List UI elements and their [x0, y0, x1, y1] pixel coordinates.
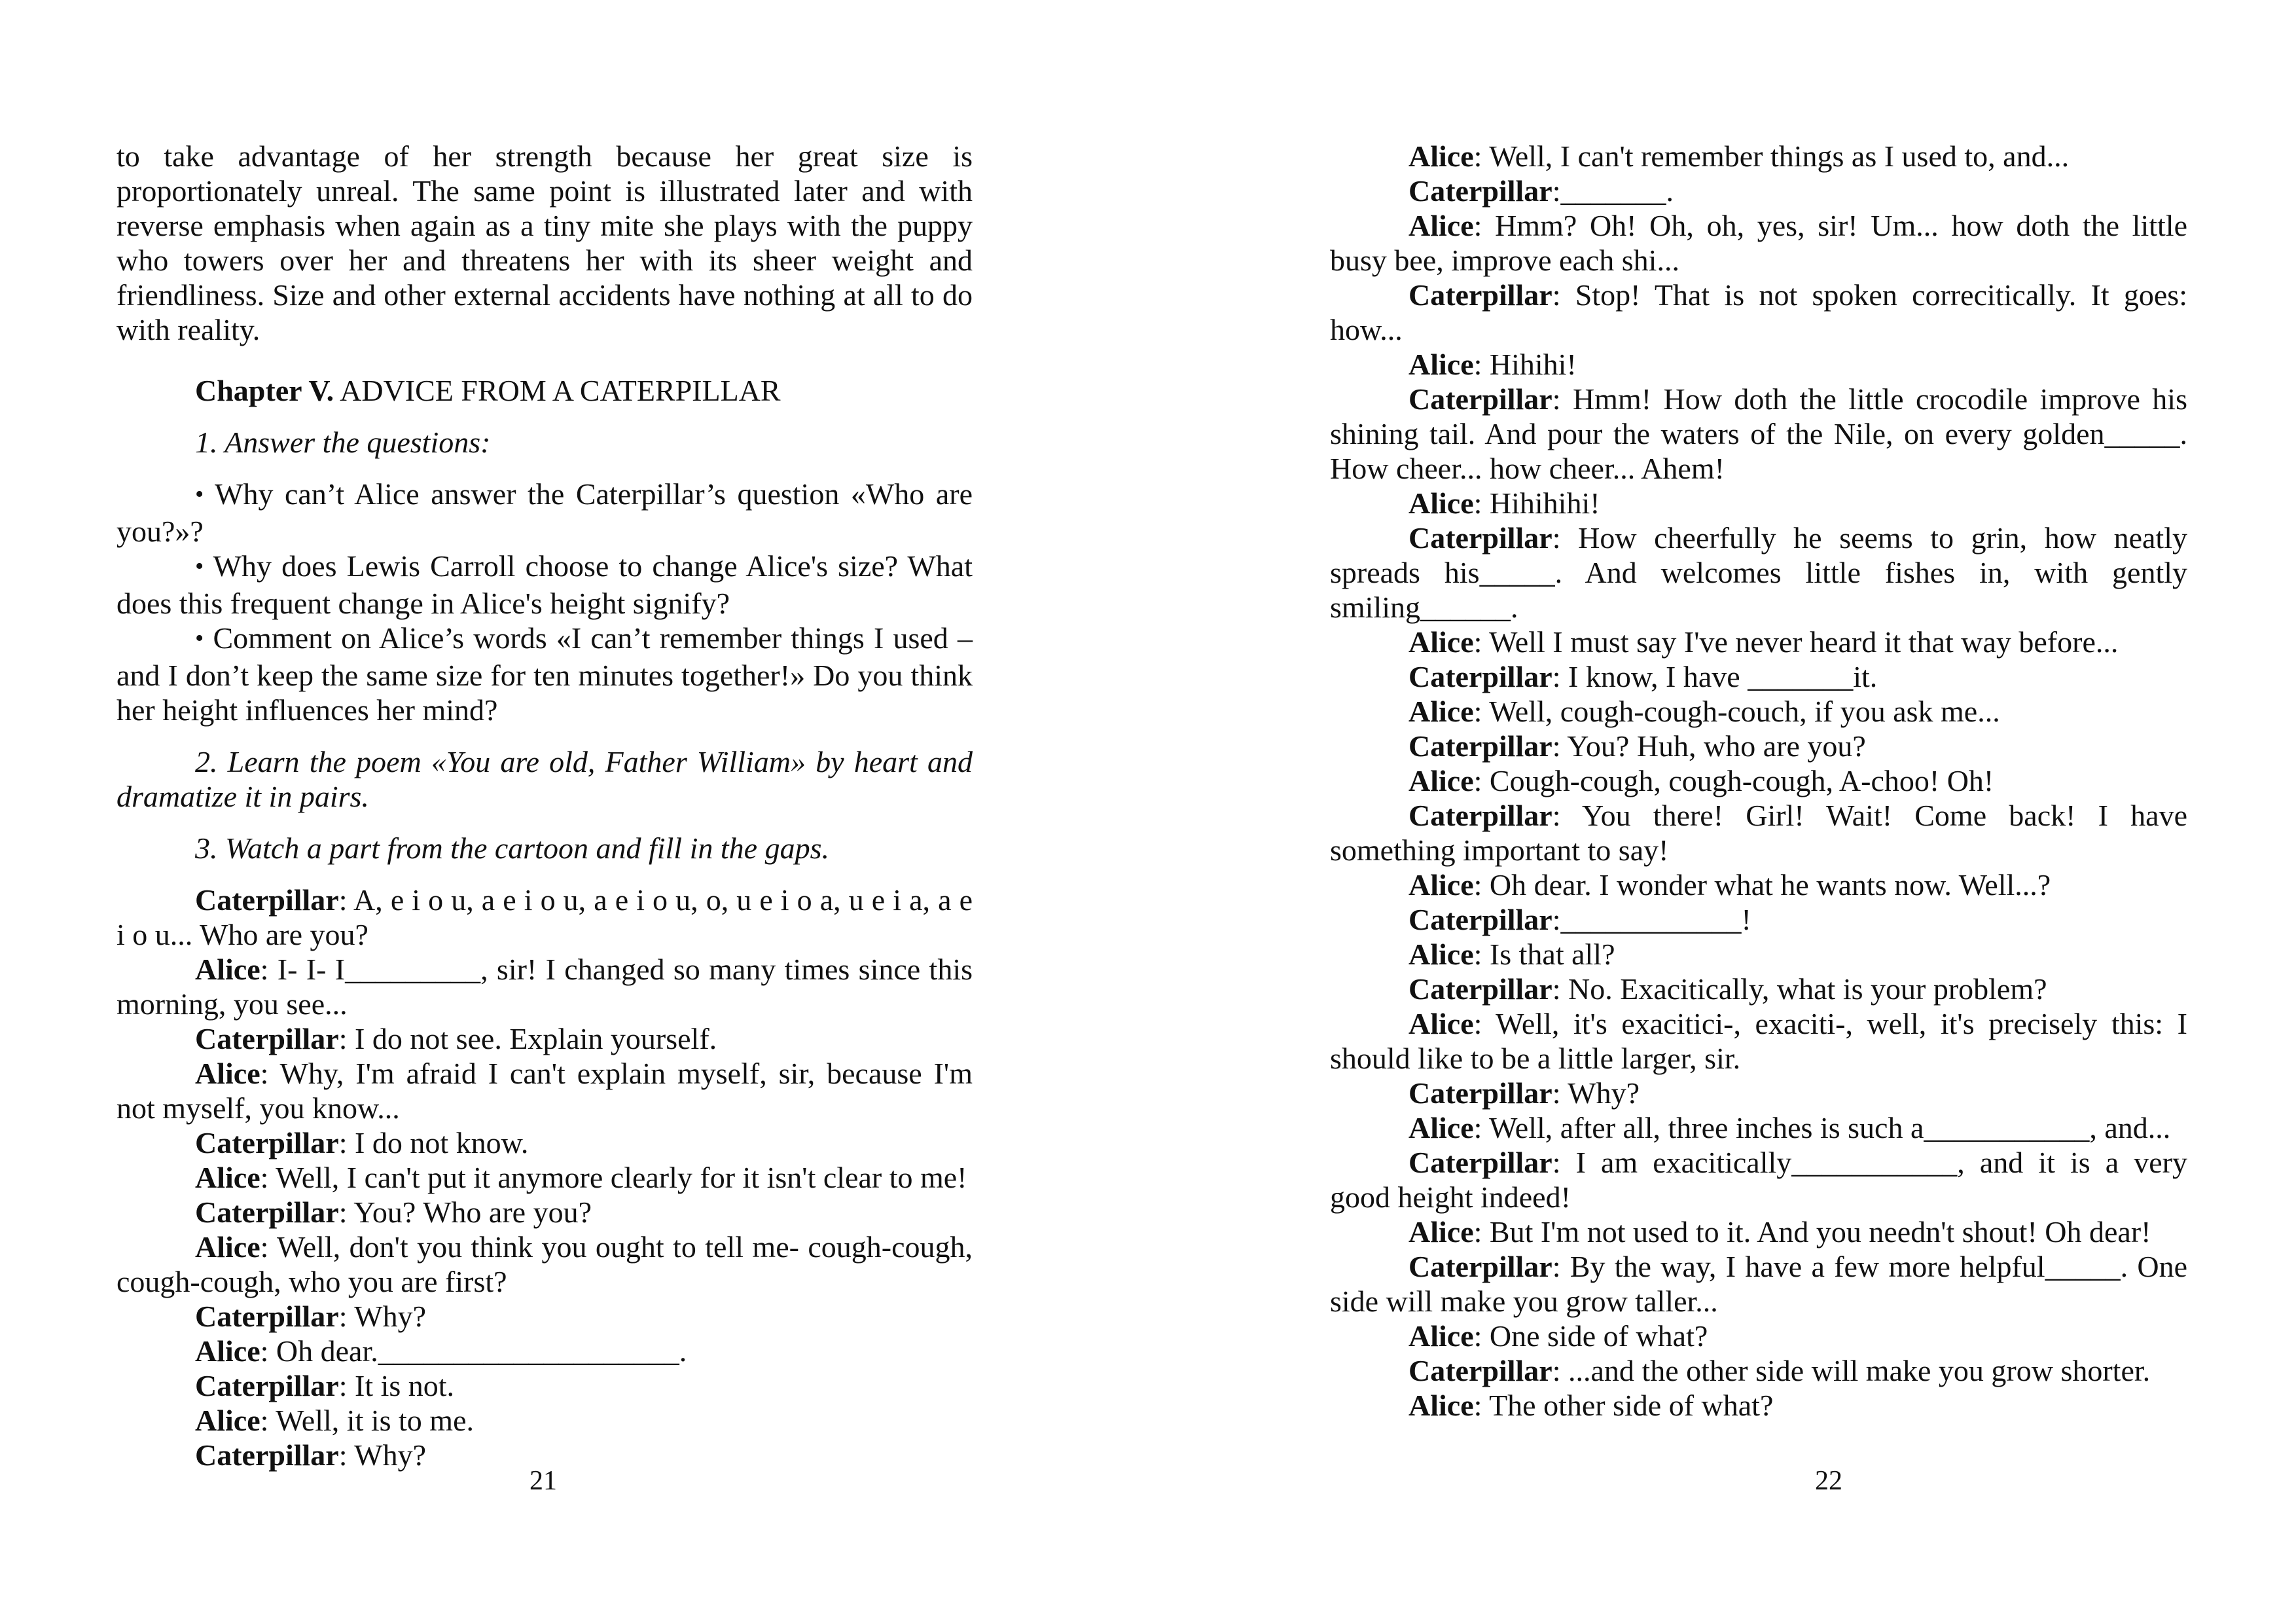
dialogue-line: [1330, 902, 2187, 937]
speaker-name: Alice: [1408, 486, 1474, 520]
dialogue-text-after: . How cheer... how cheer... Ahem!: [1330, 417, 2187, 485]
fill-in-blank: ______: [1420, 591, 1511, 624]
dialogue-text-after: .: [1511, 591, 1518, 624]
question-item: [117, 549, 973, 621]
dialogue-line: [1330, 1388, 2187, 1423]
speaker-name: Alice: [1408, 1389, 1474, 1422]
dialogue-text: : Hihihihi!: [1473, 486, 1600, 520]
dialogue-text: : Is that all?: [1473, 938, 1615, 971]
dialogue-text: : By the way, I have a few more helpful: [1552, 1250, 2045, 1283]
dialogue-text-after: , and...: [2089, 1111, 2171, 1144]
dialogue-text: : Well, it's exacitici-, exaciti-, well, it's precisely this: I should like to be a little larger, sir.: [1330, 1007, 2187, 1075]
dialogue-text: : I do not see. Explain yourself.: [338, 1022, 717, 1055]
dialogue-text: : One side of what?: [1473, 1319, 1708, 1353]
dialogue-text: : No. Exacitically, what is your problem?: [1552, 972, 2047, 1006]
dialogue-right: [1330, 139, 2187, 1423]
dialogue-text: : Why?: [338, 1300, 427, 1333]
dialogue-line: [117, 883, 973, 952]
dialogue-line: [117, 1021, 973, 1056]
dialogue-text: : Well, I can't put it anymore clearly for it isn't clear to me!: [260, 1161, 967, 1194]
speaker-name: Alice: [195, 1057, 260, 1090]
dialogue-line: [117, 1125, 973, 1160]
dialogue-line: [1330, 1319, 2187, 1353]
speaker-name: Caterpillar: [195, 1126, 339, 1159]
dialogue-line: [117, 1056, 973, 1125]
dialogue-line: [1330, 729, 2187, 763]
dialogue-line: [1330, 208, 2187, 278]
speaker-name: Alice: [1408, 139, 1474, 173]
dialogue-line: [1330, 173, 2187, 208]
fill-in-blank: ____________________: [378, 1334, 679, 1368]
dialogue-line: [117, 1160, 973, 1195]
speaker-name: Caterpillar: [1408, 972, 1552, 1006]
dialogue-text-after: . And welcomes little fishes in, with gently smiling: [1330, 556, 2187, 624]
task-2: 2. Learn the poem «You are old, Father William» by heart and dramatize it in pairs.: [117, 745, 973, 813]
task-3: 3. Watch a part from the cartoon and fill in the gaps.: [195, 831, 829, 865]
dialogue-text: : But I'm not used to it. And you needn't shout! Oh dear!: [1473, 1215, 2151, 1249]
speaker-name: Alice: [1408, 1319, 1474, 1353]
fill-in-blank: _______: [1560, 174, 1666, 208]
dialogue-line: [1330, 694, 2187, 729]
dialogue-text: : I know, I have: [1552, 660, 1748, 693]
dialogue-line: [117, 1299, 973, 1334]
dialogue-line: [1330, 1076, 2187, 1110]
dialogue-line: [1330, 486, 2187, 520]
dialogue-line: [1330, 659, 2187, 694]
dialogue-line: [1330, 347, 2187, 382]
fill-in-blank: ___________: [1791, 1146, 1958, 1179]
speaker-name: Alice: [195, 1230, 260, 1264]
speaker-name: Caterpillar: [1408, 174, 1552, 208]
speaker-name: Caterpillar: [1408, 1354, 1552, 1387]
dialogue-text: : The other side of what?: [1473, 1389, 1774, 1422]
speaker-name: Alice: [1408, 625, 1474, 659]
dialogue-text: : Why?: [338, 1438, 427, 1472]
fill-in-blank: ____________: [1560, 903, 1742, 936]
question-list: [117, 477, 973, 727]
dialogue-text: : Well, after all, three inches is such a: [1473, 1111, 1924, 1144]
dialogue-text-after: .: [1666, 174, 1674, 208]
dialogue-line: [1330, 1353, 2187, 1388]
dialogue-text: : Why, I'm afraid I can't explain myself, sir, because I'm not myself, you know...: [117, 1057, 973, 1125]
left-page-text: [117, 139, 973, 1472]
dialogue-line: [117, 1195, 973, 1230]
speaker-name: Alice: [195, 1334, 260, 1368]
dialogue-text: : Well I must say I've never heard it that way before...: [1473, 625, 2119, 659]
speaker-name: Caterpillar: [195, 1438, 339, 1472]
dialogue-text: : Oh dear. I wonder what he wants now. Well...?: [1473, 868, 2051, 902]
speaker-name: Alice: [195, 953, 260, 986]
speaker-name: Alice: [1408, 1215, 1474, 1249]
bullet-icon: •: [195, 481, 204, 508]
dialogue-text: : Hihihi!: [1473, 348, 1577, 381]
speaker-name: Caterpillar: [1408, 660, 1552, 693]
dialogue-line: [1330, 625, 2187, 659]
dialogue-text: : Well, I can't remember things as I used to, and...: [1473, 139, 2070, 173]
speaker-name: Caterpillar: [195, 1195, 339, 1229]
dialogue-text-after: !: [1741, 903, 1751, 936]
fill-in-blank: _______: [1748, 660, 1854, 693]
dialogue-line: [117, 1403, 973, 1438]
dialogue-text: : You? Huh, who are you?: [1552, 729, 1866, 763]
dialogue-left: [117, 883, 973, 1472]
speaker-name: Caterpillar: [1408, 903, 1552, 936]
dialogue-text: : Hmm? Oh! Oh, oh, yes, sir! Um... how doth the little busy bee, improve each shi...: [1330, 209, 2187, 277]
fill-in-blank: ___________: [1924, 1111, 2090, 1144]
dialogue-text-after: , and it is a very good height indeed!: [1330, 1146, 2187, 1214]
fill-in-blank: _____: [1479, 556, 1555, 589]
dialogue-line: [1330, 278, 2187, 347]
bullet-icon: •: [195, 553, 204, 580]
dialogue-text: : Cough-cough, cough-cough, A-choo! Oh!: [1473, 764, 1994, 797]
speaker-name: Caterpillar: [1408, 1076, 1552, 1110]
dialogue-line: [1330, 1145, 2187, 1214]
fill-in-blank: _____: [2104, 417, 2180, 450]
right-page-text: [1330, 139, 2187, 1423]
speaker-name: Alice: [1408, 938, 1474, 971]
speaker-name: Alice: [1408, 764, 1474, 797]
dialogue-text: : Why?: [1552, 1076, 1640, 1110]
dialogue-text: : Well, cough-cough-couch, if you ask me...: [1473, 695, 2000, 728]
speaker-name: Caterpillar: [195, 1369, 339, 1402]
bullet-icon: •: [195, 625, 204, 652]
speaker-name: Caterpillar: [195, 883, 339, 917]
dialogue-text: : Hmm! How doth the little crocodile improve his shining tail. And pour the waters of the Nile, on every golden: [1330, 382, 2187, 450]
speaker-name: Caterpillar: [1408, 1146, 1552, 1179]
right-page: [1148, 0, 2296, 1623]
dialogue-line: [1330, 798, 2187, 867]
chapter-heading-title: ADVICE FROM A CATERPILLAR: [334, 374, 781, 407]
dialogue-text: : Oh dear.: [260, 1334, 378, 1368]
speaker-name: Caterpillar: [1408, 1250, 1552, 1283]
dialogue-line: [1330, 763, 2187, 798]
fill-in-blank: _____: [2045, 1250, 2121, 1283]
dialogue-text: : Stop! That is not spoken correcitically. It goes: how...: [1330, 278, 2187, 346]
dialogue-line: [1330, 972, 2187, 1006]
speaker-name: Alice: [1408, 1007, 1474, 1040]
speaker-name: Alice: [195, 1404, 260, 1437]
dialogue-text: : You? Who are you?: [338, 1195, 592, 1229]
page-number: 21: [529, 1466, 557, 1496]
dialogue-line: [1330, 937, 2187, 972]
dialogue-text-after: it.: [1853, 660, 1878, 693]
speaker-name: Caterpillar: [1408, 521, 1552, 555]
dialogue-line: [1330, 867, 2187, 902]
speaker-name: Caterpillar: [1408, 382, 1552, 416]
dialogue-text: : A, e i o u, a e i o u, a e i o u, o, u e i o a, u e i a, a e i o u... Who are you?: [117, 883, 973, 951]
question-text: Why can’t Alice answer the Caterpillar’s question «Who are you?»?: [117, 477, 973, 548]
chapter-heading-number: Chapter V.: [195, 374, 334, 407]
dialogue-line: [117, 1230, 973, 1299]
dialogue-text: : I am exacitically: [1552, 1146, 1792, 1179]
dialogue-line: [1330, 139, 2187, 173]
speaker-name: Alice: [1408, 1111, 1474, 1144]
speaker-name: Caterpillar: [1408, 278, 1552, 312]
page-number: 22: [1815, 1466, 1842, 1496]
dialogue-text: : Well, it is to me.: [260, 1404, 475, 1437]
fill-in-blank: _________: [345, 953, 481, 986]
speaker-name: Caterpillar: [1408, 799, 1552, 832]
dialogue-text: : ...and the other side will make you grow shorter.: [1552, 1354, 2151, 1387]
speaker-name: Alice: [1408, 348, 1474, 381]
dialogue-line: [1330, 1249, 2187, 1319]
dialogue-line: [117, 952, 973, 1021]
speaker-name: Caterpillar: [195, 1022, 339, 1055]
dialogue-text: : I do not know.: [338, 1126, 529, 1159]
dialogue-line: [1330, 1006, 2187, 1076]
chapter-heading: [117, 373, 973, 408]
dialogue-text: : Well, don't you think you ought to tell me- cough-cough, cough-cough, who you are first?: [117, 1230, 973, 1298]
question-text: Comment on Alice’s words «I can’t remember things I used – and I don’t keep the same size for ten minutes together!» Do you think her height influences her mind?: [117, 621, 973, 727]
speaker-name: Alice: [1408, 868, 1474, 902]
question-text: Why does Lewis Carroll choose to change Alice's size? What does this frequent change in Alice's height signify?: [117, 549, 973, 620]
dialogue-text-after: . One side will make you grow taller...: [1330, 1250, 2187, 1318]
dialogue-line: [1330, 1110, 2187, 1145]
dialogue-line: [1330, 382, 2187, 486]
question-item: [117, 621, 973, 727]
task-1: 1. Answer the questions:: [195, 426, 491, 459]
speaker-name: Alice: [195, 1161, 260, 1194]
speaker-name: Alice: [1408, 209, 1474, 242]
dialogue-text: :: [1552, 174, 1561, 208]
dialogue-line: [1330, 1214, 2187, 1249]
intro-paragraph: to take advantage of her strength because her great size is proportionately unreal. The same point is illustrated later and with reverse emphasis when again as a tiny mite she plays with the puppy who towers over her and threatens her with its sheer weight and friendliness. Size and other external accidents have nothing at all to do with reality.: [117, 139, 973, 346]
speaker-name: Alice: [1408, 695, 1474, 728]
dialogue-line: [1330, 520, 2187, 625]
dialogue-line: [117, 1368, 973, 1403]
dialogue-line: [117, 1334, 973, 1368]
dialogue-text: : It is not.: [338, 1369, 455, 1402]
dialogue-text-after: .: [679, 1334, 687, 1368]
dialogue-text: : How cheerfully he seems to grin, how neatly spreads his: [1330, 521, 2187, 589]
speaker-name: Caterpillar: [1408, 729, 1552, 763]
speaker-name: Caterpillar: [195, 1300, 339, 1333]
dialogue-text: : You there! Girl! Wait! Come back! I have something important to say!: [1330, 799, 2187, 867]
dialogue-text: :: [1552, 903, 1561, 936]
dialogue-text-after: , sir! I changed so many times since this morning, you see...: [117, 953, 973, 1021]
dialogue-text: : I- I- I: [260, 953, 346, 986]
question-item: [117, 477, 973, 549]
